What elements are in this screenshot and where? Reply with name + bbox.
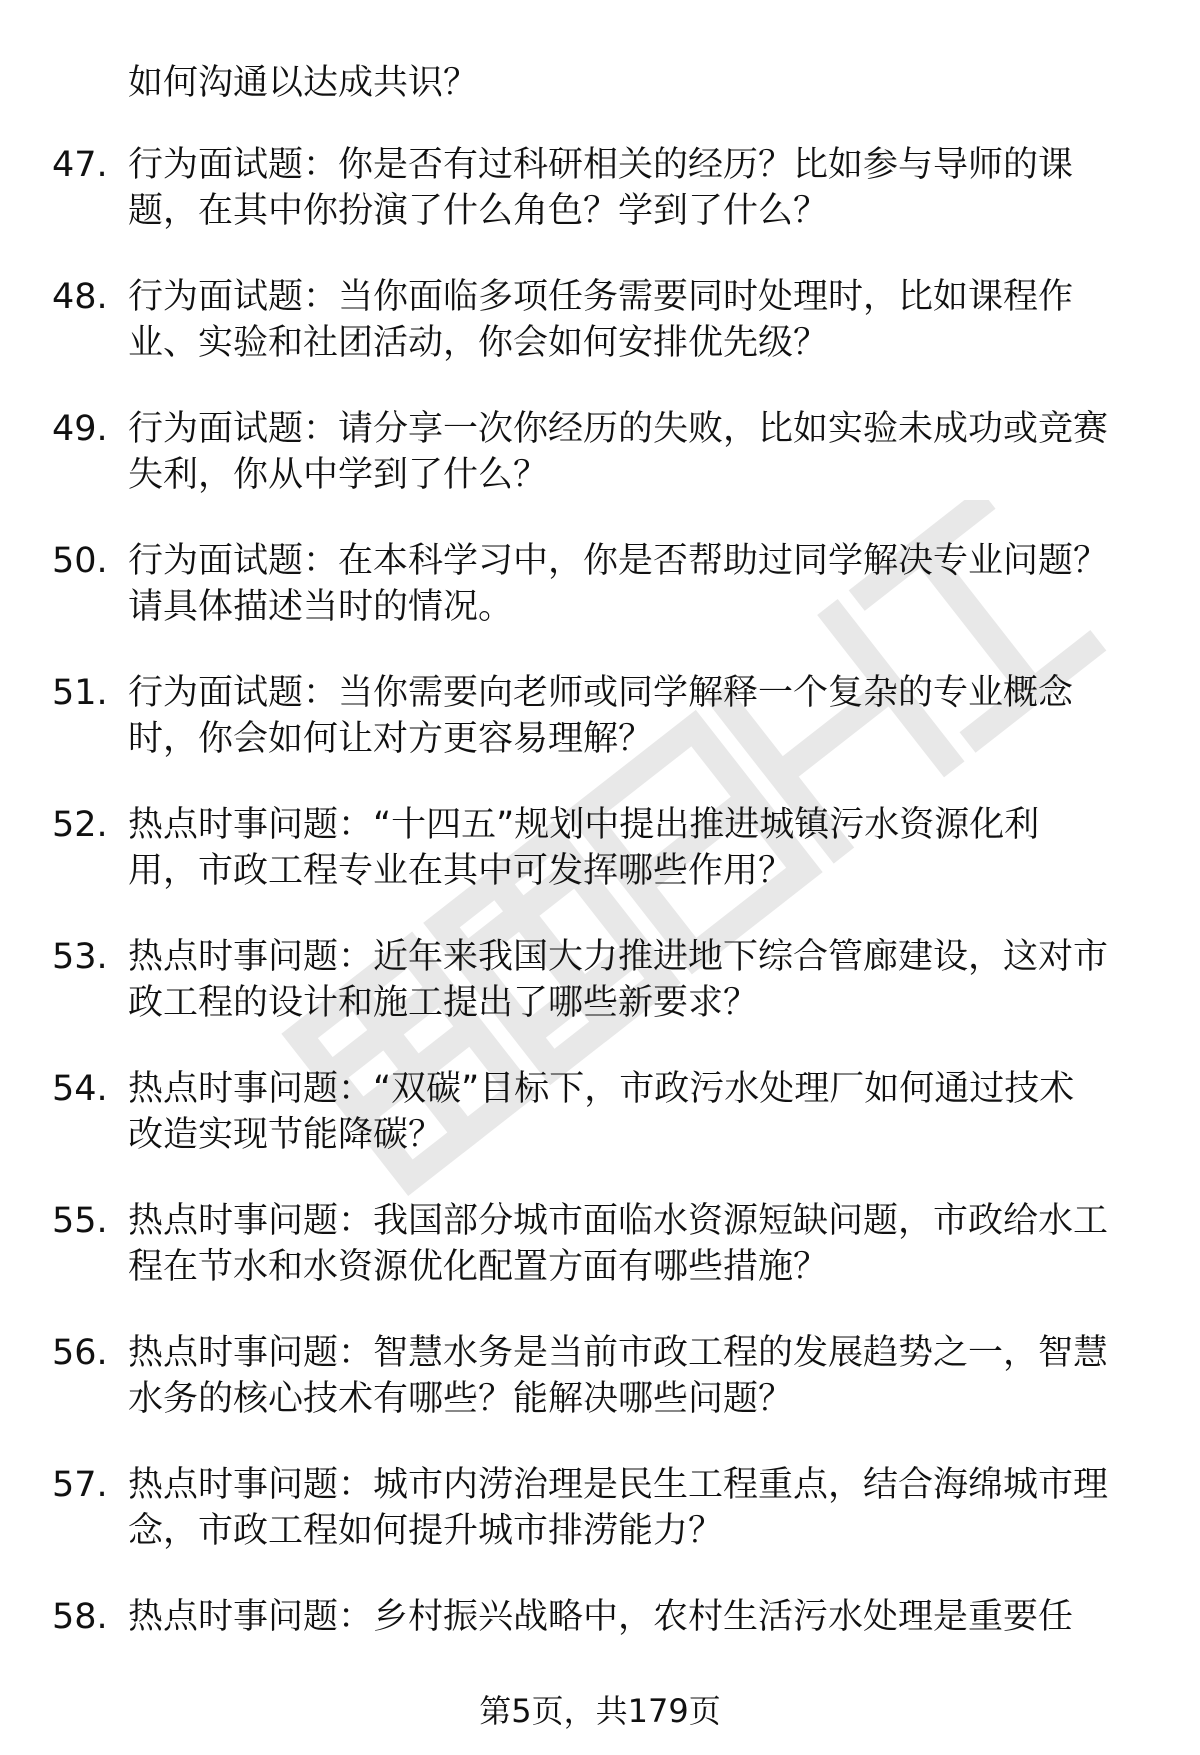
question-number: 48. bbox=[52, 277, 108, 317]
question-text-line-2: 请具体描述当时的情况。 bbox=[128, 587, 514, 627]
question-number: 52. bbox=[52, 805, 108, 845]
question-number: 54. bbox=[52, 1069, 108, 1109]
question-item bbox=[0, 800, 1200, 932]
question-text-line-1: 热点时事问题：“十四五”规划中提出推进城镇污水资源化利 bbox=[128, 805, 1040, 845]
page-footer: 第5页，共179页 bbox=[479, 1692, 721, 1730]
question-text-line-2: 时，你会如何让对方更容易理解？ bbox=[128, 719, 654, 759]
question-text-line-2: 改造实现节能降碳？ bbox=[128, 1115, 444, 1155]
question-item bbox=[0, 1328, 1200, 1460]
question-text-line-2: 程在节水和水资源优化配置方面有哪些措施？ bbox=[128, 1247, 829, 1287]
question-number: 47. bbox=[52, 145, 108, 185]
question-text-line-2: 题，在其中你扮演了什么角色？学到了什么？ bbox=[128, 191, 829, 231]
question-text-line-1: 行为面试题：在本科学习中，你是否帮助过同学解决专业问题？ bbox=[128, 541, 1109, 581]
question-text-line-2: 用，市政工程专业在其中可发挥哪些作用？ bbox=[128, 851, 794, 891]
question-item bbox=[0, 932, 1200, 1064]
question-number: 50. bbox=[52, 541, 108, 581]
question-text-line-1: 热点时事问题：近年来我国大力推进地下综合管廊建设，这对市 bbox=[128, 937, 1109, 977]
question-text-line-1: 行为面试题：当你面临多项任务需要同时处理时，比如课程作 bbox=[128, 277, 1074, 317]
question-item bbox=[0, 404, 1200, 536]
question-text-line-2: 失利，你从中学到了什么？ bbox=[128, 455, 549, 495]
question-text-line-2: 业、实验和社团活动，你会如何安排优先级？ bbox=[128, 323, 829, 363]
question-number: 55. bbox=[52, 1201, 108, 1241]
question-text-line-2: 水务的核心技术有哪些？能解决哪些问题？ bbox=[128, 1379, 794, 1419]
question-text-line-2: 念，市政工程如何提升城市排涝能力？ bbox=[128, 1511, 724, 1551]
question-text-line-1: 热点时事问题：“双碳”目标下，市政污水处理厂如何通过技术 bbox=[128, 1069, 1075, 1109]
question-item bbox=[0, 536, 1200, 668]
question-number: 51. bbox=[52, 673, 108, 713]
question-item bbox=[0, 272, 1200, 404]
question-item bbox=[0, 140, 1200, 272]
question-list bbox=[0, 140, 1200, 1724]
question-number: 57. bbox=[52, 1465, 108, 1505]
question-item bbox=[0, 1460, 1200, 1592]
question-text-line-2: 政工程的设计和施工提出了哪些新要求？ bbox=[128, 983, 759, 1023]
continued-question-text: 如何沟通以达成共识？ bbox=[128, 63, 479, 103]
question-item bbox=[0, 1064, 1200, 1196]
question-item bbox=[0, 1196, 1200, 1328]
question-text-line-1: 行为面试题：请分享一次你经历的失败，比如实验未成功或竞赛 bbox=[128, 409, 1109, 449]
question-number: 56. bbox=[52, 1333, 108, 1373]
question-text-line-1: 行为面试题：当你需要向老师或同学解释一个复杂的专业概念 bbox=[128, 673, 1074, 713]
question-text-line-1: 热点时事问题：我国部分城市面临水资源短缺问题，市政给水工 bbox=[128, 1201, 1109, 1241]
question-text-line-1: 热点时事问题：乡村振兴战略中，农村生活污水处理是重要任 bbox=[128, 1597, 1074, 1637]
question-text-line-1: 热点时事问题：智慧水务是当前市政工程的发展趋势之一，智慧 bbox=[128, 1333, 1109, 1373]
question-text-line-1: 热点时事问题：城市内涝治理是民生工程重点，结合海绵城市理 bbox=[128, 1465, 1109, 1505]
question-text-line-1: 行为面试题：你是否有过科研相关的经历？比如参与导师的课 bbox=[128, 145, 1074, 185]
question-item bbox=[0, 668, 1200, 800]
question-number: 58. bbox=[52, 1597, 108, 1637]
question-number: 49. bbox=[52, 409, 108, 449]
question-number: 53. bbox=[52, 937, 108, 977]
